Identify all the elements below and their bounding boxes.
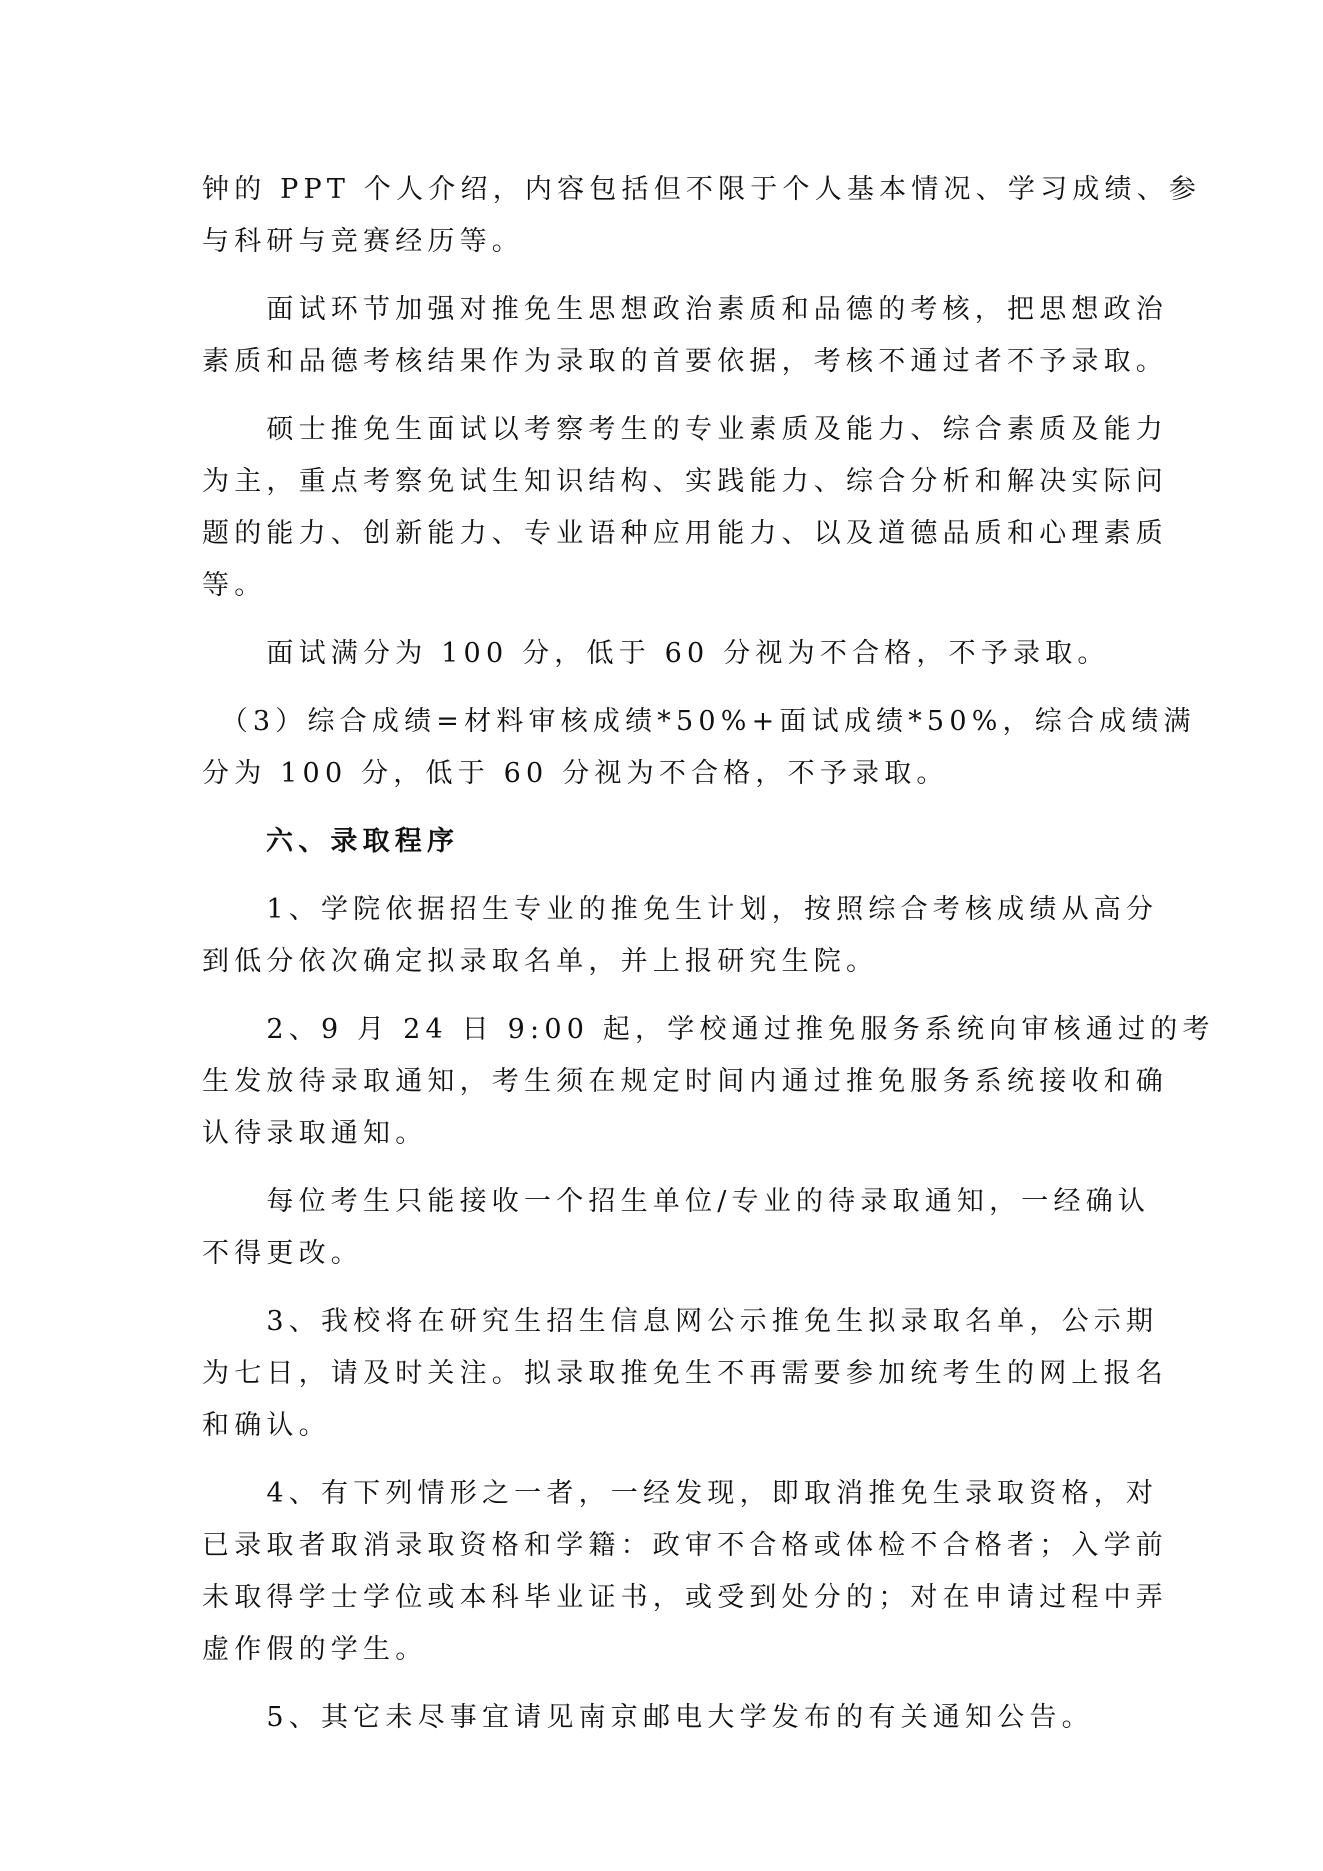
section-heading: 六、录取程序 [266,826,460,857]
paragraph-line: 5、其它未尽事宜请见南京邮电大学发布的有关通知公告。 [202,1702,1094,1733]
paragraph-line: 题的能力、创新能力、专业语种应用能力、以及道德品质和心理素质 [202,518,1168,549]
paragraph-line: 不得更改。 [202,1238,363,1269]
paragraph [202,884,1159,988]
paragraph [202,284,1168,388]
paragraph [202,1004,1215,1160]
paragraph-line: 已录取者取消录取资格和学籍：政审不合格或体检不合格者；入学前 [202,1530,1168,1561]
paragraph-line: 3、我校将在研究生招生信息网公示推免生拟录取名单，公示期 [202,1306,1159,1337]
paragraph-line: 生发放待录取通知，考生须在规定时间内通过推免服务系统接收和确 [202,1066,1168,1097]
paragraph [202,1692,1132,1744]
paragraph-line: 虚作假的学生。 [202,1634,428,1665]
paragraph-line: （3）综合成绩=材料审核成绩*50%+面试成绩*50%，综合成绩满 [202,706,1196,737]
paragraph-line: 每位考生只能接收一个招生单位/专业的待录取通知，一经确认 [202,1186,1151,1217]
paragraph-line: 和确认。 [202,1410,331,1441]
paragraph [202,628,1132,680]
paragraph [202,164,1202,268]
paragraph-line: 未取得学士学位或本科毕业证书，或受到处分的；对在申请过程中弄 [202,1582,1168,1613]
paragraph-line: 面试满分为 100 分，低于 60 分视为不合格，不予录取。 [202,638,1110,669]
paragraph-line: 面试环节加强对推免生思想政治素质和品德的考核，把思想政治 [202,294,1168,325]
paragraph [202,404,1168,612]
document-body [202,164,1215,1760]
paragraph-line: 与科研与竞赛经历等。 [202,226,524,257]
paragraph-line: 钟的 PPT 个人介绍，内容包括但不限于个人基本情况、学习成绩、参 [202,174,1202,205]
paragraph [202,1468,1168,1676]
paragraph-line: 4、有下列情形之一者，一经发现，即取消推免生录取资格，对 [202,1478,1159,1509]
paragraph-line: 到低分依次确定拟录取名单，并上报研究生院。 [202,946,879,977]
paragraph-line: 认待录取通知。 [202,1118,428,1149]
paragraph-line: 硕士推免生面试以考察考生的专业素质及能力、综合素质及能力 [202,414,1168,445]
paragraph [202,1176,1151,1280]
paragraph [202,696,1196,800]
paragraph-line: 为主，重点考察免试生知识结构、实践能力、综合分析和解决实际问 [202,466,1168,497]
paragraph-line: 为七日，请及时关注。拟录取推免生不再需要参加统考生的网上报名 [202,1358,1168,1389]
paragraph-line: 2、9 月 24 日 9:00 起，学校通过推免服务系统向审核通过的考 [202,1014,1215,1045]
paragraph-line: 素质和品德考核结果作为录取的首要依据，考核不通过者不予录取。 [202,346,1168,377]
paragraph-line: 1、学院依据招生专业的推免生计划，按照综合考核成绩从高分 [202,894,1159,925]
paragraph [202,1296,1168,1452]
paragraph-line: 分为 100 分，低于 60 分视为不合格，不予录取。 [202,758,949,789]
paragraph-line: 等。 [202,570,267,601]
